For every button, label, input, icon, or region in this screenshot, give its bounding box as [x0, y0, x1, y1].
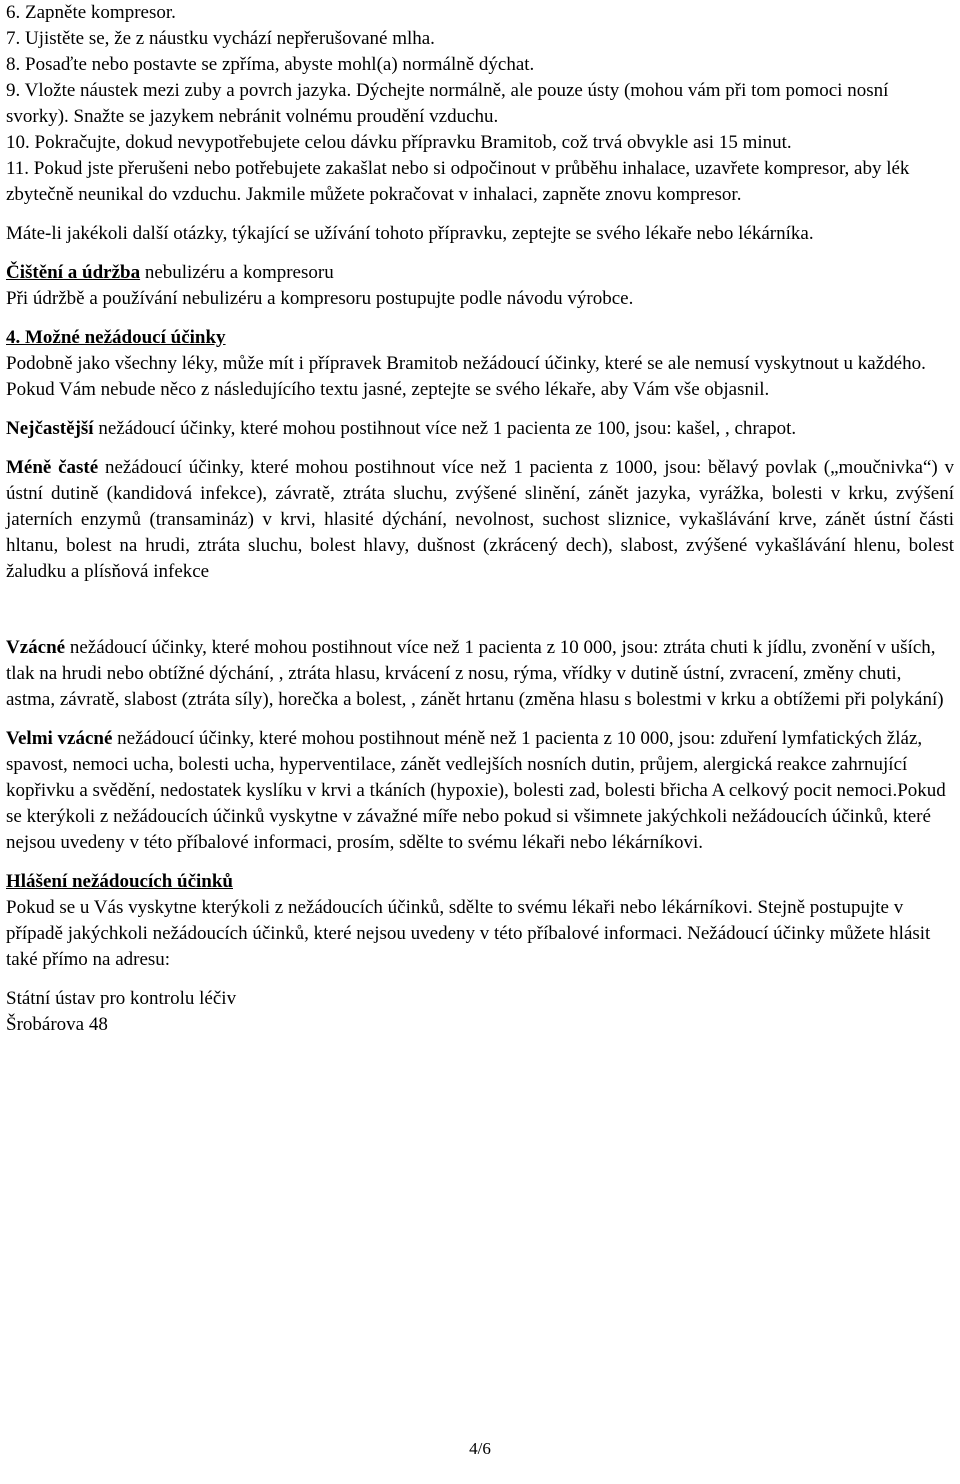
uncommon-text: nežádoucí účinky, které mohou postihnout více než 1 pacienta z 1000, jsou: bělavý povlak („moučnivka“) v ústní dutině (kandidová infekce), závratě, ztráta sluchu, zvýšené slinění, zánět jazyka, vyrážka, bolesti v krku, zvýšení jaterních enzymů (transamináz) v krvi, hlasité dýchání, nevolnost, suchost sliznice, vykašlávání krve, zánět ústní části hltanu, bolest na hrudi, ztráta sluchu, bolest hlavy, dušnost (zkrácený dech), slabost, zvýšené vykašlávání hlenu, bolest žaludku a plísňová infekce	[6, 457, 954, 582]
rare-effects-paragraph	[6, 635, 954, 713]
questions-paragraph: Máte-li jakékoli další otázky, týkající se užívání tohoto přípravku, zeptejte se svého lékaře nebo lékárníka.	[6, 223, 814, 244]
common-text: nežádoucí účinky, které mohou postihnout více než 1 pacienta ze 100, jsou: kašel, , chrapot.	[93, 418, 797, 439]
very-rare-effects-paragraph	[6, 726, 954, 856]
cleaning-heading: Čištění a údržba	[6, 262, 141, 283]
rare-label: Vzácné	[6, 637, 66, 658]
common-label: Nejčastější	[6, 418, 94, 439]
page-number: 4/6	[469, 1439, 491, 1458]
step-10: 10. Pokračujte, dokud nevypotřebujete celou dávku přípravku Bramitob, což trvá obvykle asi 15 minut.	[6, 132, 792, 153]
step-6: 6. Zapněte kompresor.	[6, 2, 176, 23]
cleaning-heading-rest: nebulizéru a kompresoru	[140, 262, 334, 283]
reporting-text: Pokud se u Vás vyskytne kterýkoli z nežádoucích účinků, sdělte to svému lékaři nebo lékárníkovi. Stejně postupujte v případě jakýchkoli nežádoucích účinků, které nejsou uvedeny v této příbalové informaci. Nežádoucí účinky můžete hlásit také přímo na adresu:	[6, 897, 931, 970]
cleaning-heading-line	[6, 260, 954, 286]
reporting-heading: Hlášení nežádoucích účinků	[6, 871, 233, 892]
uncommon-effects-paragraph	[6, 455, 954, 585]
cleaning-text: Při údržbě a používání nebulizéru a kompresoru postupujte podle návodu výrobce.	[6, 288, 634, 309]
side-effects-intro-2: Pokud Vám nebude něco z následujícího textu jasné, zeptejte se svého lékaře, aby Vám vše objasnil.	[6, 379, 770, 400]
step-8: 8. Posaďte nebo postavte se zpříma, abyste mohl(a) normálně dýchat.	[6, 54, 535, 75]
step-11: 11. Pokud jste přerušeni nebo potřebujete zakašlat nebo si odpočinout v průběhu inhalace, uzavřete kompresor, aby lék zbytečně neunikal do vzduchu. Jakmile můžete pokračovat v inhalaci, zapněte znovu kompresor.	[6, 158, 910, 205]
step-9: 9. Vložte náustek mezi zuby a povrch jazyka. Dýchejte normálně, ale pouze ústy (mohou vám při tom pomoci nosní svorky). Snažte se jazykem nebránit volnému proudění vzduchu.	[6, 80, 889, 127]
uncommon-label: Méně časté	[6, 457, 99, 478]
instruction-steps	[6, 0, 954, 208]
address-line-1: Státní ústav pro kontrolu léčiv	[6, 988, 237, 1009]
side-effects-heading: 4. Možné nežádoucí účinky	[6, 327, 226, 348]
document-page	[6, 0, 954, 1038]
very-rare-text: nežádoucí účinky, které mohou postihnout méně než 1 pacienta z 10 000, jsou: zduření lymfatických žláz, spavost, nemoci ucha, bolesti ucha, hyperventilace, zánět vedlejších nosních dutin, průjem, alergická reakce zahrnující kopřivku a svědění, nedostatek kyslíku v krvi a tkáních (hypoxie), bolesti zad, bolesti břicha A celkový pocit nemoci.Pokud se kterýkoli z nežádoucích účinků vyskytne v závažné míře nebo pokud si všimnete jakýchkoli nežádoucích účinků, které nejsou uvedeny v této příbalové informaci, prosím, sdělte to svému lékaři nebo lékárníkovi.	[6, 728, 946, 853]
very-rare-label: Velmi vzácné	[6, 728, 113, 749]
step-7: 7. Ujistěte se, že z náustku vychází nepřerušované mlha.	[6, 28, 435, 49]
rare-text: nežádoucí účinky, které mohou postihnout více než 1 pacienta z 10 000, jsou: ztráta chuti k jídlu, zvonění v uších, tlak na hrudi nebo obtížné dýchání, , ztráta hlasu, krvácení z nosu, rýma, vřídky v dutině ústní, zvracení, změny chuti, astma, závratě, slabost (ztráta síly), horečka a bolest, , zánět hrtanu (změna hlasu s bolestmi v krku a obtížemi při polykání)	[6, 637, 944, 710]
common-effects-paragraph	[6, 416, 954, 442]
address-line-2: Šrobárova 48	[6, 1014, 108, 1035]
side-effects-intro-1: Podobně jako všechny léky, může mít i přípravek Bramitob nežádoucí účinky, které se ale nemusí vyskytnout u každého.	[6, 353, 926, 374]
